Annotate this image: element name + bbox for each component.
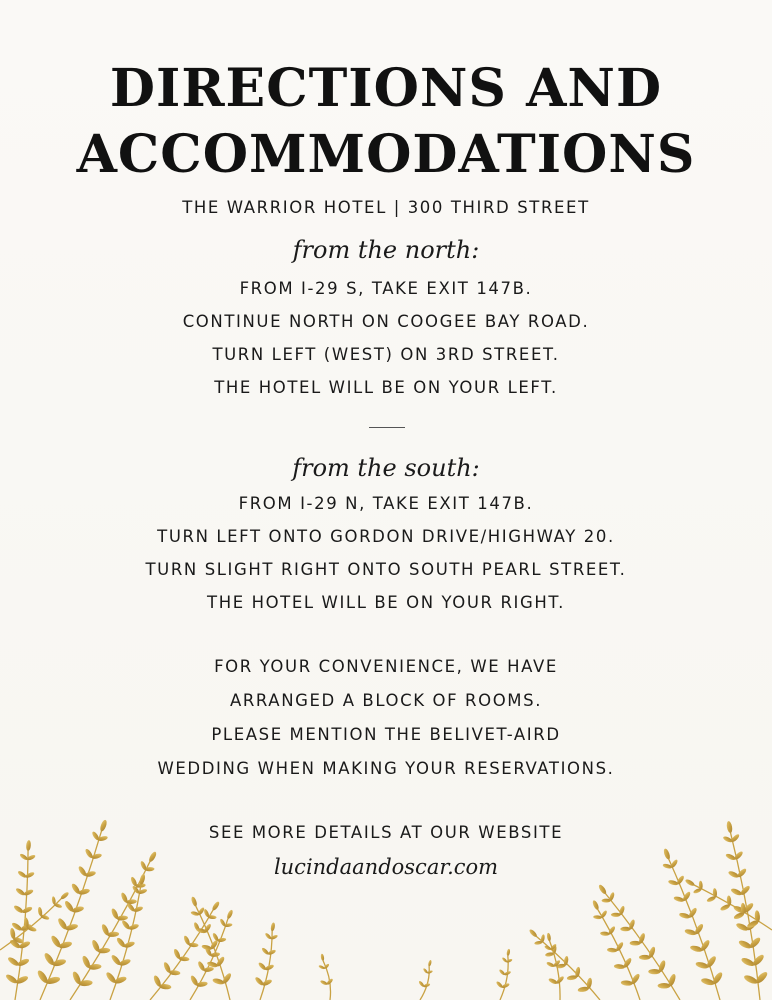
venue-address: THE WARRIOR HOTEL | 300 THIRD STREET [182,198,590,217]
south-line: THE HOTEL WILL BE ON YOUR RIGHT. [207,593,565,612]
accommodations-line: PLEASE MENTION THE BELIVET-AIRD [211,725,561,744]
south-line: TURN SLIGHT RIGHT ONTO SOUTH PEARL STREET. [145,560,627,579]
north-heading: from the north: [292,236,480,264]
north-line: FROM I-29 S, TAKE EXIT 147B. [239,279,533,298]
accommodations-line: FOR YOUR CONVENIENCE, WE HAVE [214,657,558,676]
south-line: FROM I-29 N, TAKE EXIT 147B. [238,494,534,513]
website-label: SEE MORE DETAILS AT OUR WEBSITE [208,823,564,842]
north-line: TURN LEFT (WEST) ON 3RD STREET. [212,345,560,364]
accommodations-line: ARRANGED A BLOCK OF ROOMS. [229,691,543,710]
page-title-line-2: ACCOMMODATIONS [76,124,696,185]
north-line: CONTINUE NORTH ON COOGEE BAY ROAD. [182,312,590,331]
south-heading: from the south: [292,454,480,482]
north-line: THE HOTEL WILL BE ON YOUR LEFT. [214,378,558,397]
page-title-line-1: DIRECTIONS AND [109,58,663,119]
accommodations-line: WEDDING WHEN MAKING YOUR RESERVATIONS. [157,759,615,778]
website-url[interactable]: lucindaandoscar.com [273,855,499,879]
south-line: TURN LEFT ONTO GORDON DRIVE/HIGHWAY 20. [157,527,615,546]
